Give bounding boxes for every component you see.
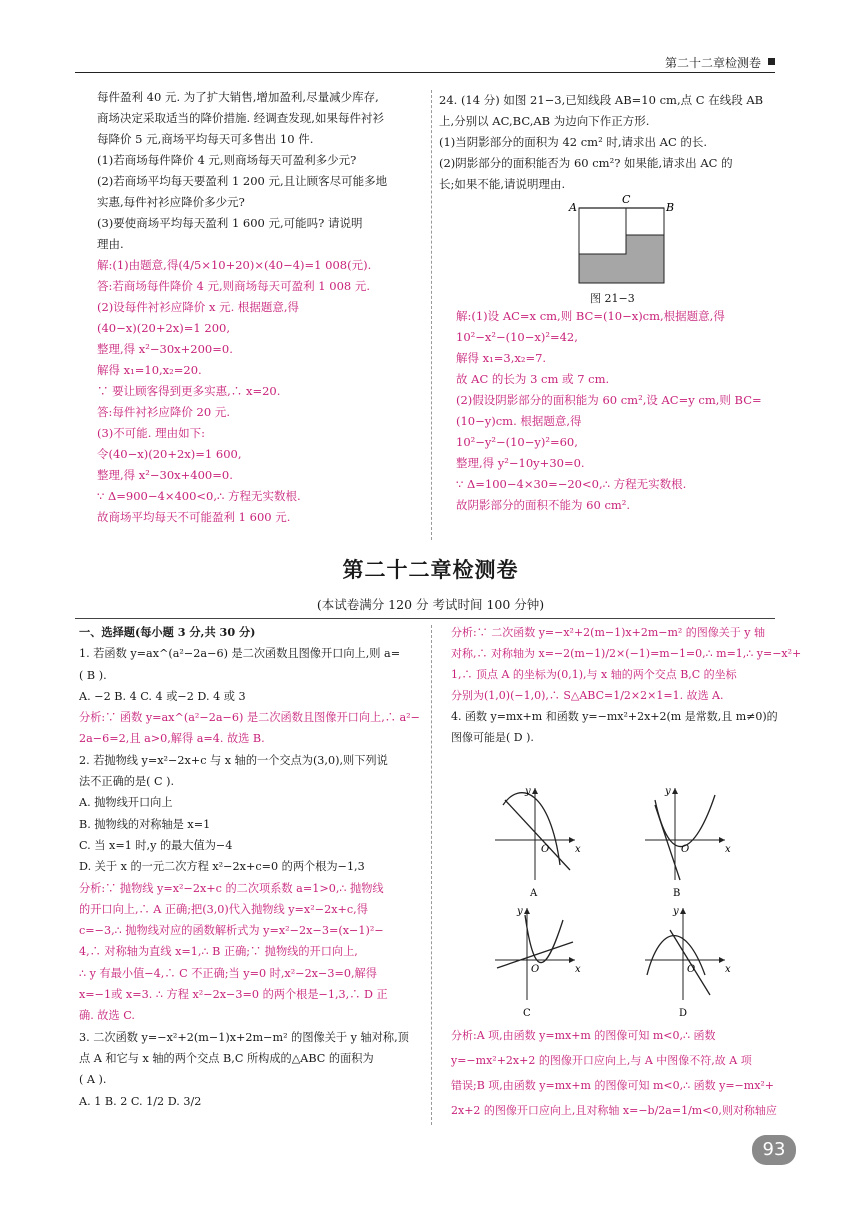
text-line: 法不正确的是( C ). [79, 775, 175, 789]
solution-line: (10−y)cm. 根据题意,得 [456, 414, 582, 428]
text-line: A. −2 B. 4 C. 4 或−2 D. 4 或 3 [79, 689, 246, 703]
svg-text:O: O [531, 964, 540, 975]
text-line: (2)若商场平均每天要盈利 1 200 元,且让顾客尽可能多地 [97, 174, 388, 188]
text-line: (40−x)(20+2x)=1 200, [97, 321, 230, 335]
right-top-solution [456, 306, 762, 516]
solution-line: 解:(1)设 AC=x cm,则 BC=(10−x)cm,根据题意,得 [456, 309, 725, 323]
text-line: 分析:∵ 函数 y=ax^(a²−2a−6) 是二次函数且图像开口向上,∴ a²− [79, 711, 421, 725]
solution-line: ∵ Δ=100−4×30=−20<0,∴ 方程无实数根. [456, 477, 687, 491]
text-line: ∵ 要让顾客得到更多实惠,∴ x=20. [97, 384, 281, 398]
text-line: 故商场平均每天不可能盈利 1 600 元. [97, 510, 291, 524]
svg-text:O: O [541, 844, 550, 855]
text-line: 4,∴ 对称轴为直线 x=1,∴ B 正确;∵ 抛物线的开口向上, [79, 945, 358, 959]
text-line: B. 抛物线的对称轴是 x=1 [79, 817, 211, 831]
header-title: 第二十二章检测卷 [664, 56, 761, 70]
svg-text:x: x [725, 844, 731, 855]
text-line: 确. 故选 C. [79, 1009, 135, 1023]
graph-D [645, 906, 731, 1019]
text-line: 长;如果不能,请说明理由. [439, 177, 566, 191]
page-header [75, 50, 775, 73]
svg-text:O: O [681, 844, 690, 855]
text-line: (1)当阴影部分的面积为 42 cm² 时,请求出 AC 的长. [439, 135, 708, 149]
text-line: 解得 x₁=10,x₂=20. [97, 363, 202, 377]
text-line: 2a−6=2,且 a>0,解得 a=4. 故选 B. [79, 732, 265, 746]
svg-text:O: O [687, 964, 696, 975]
right-bottom-column [451, 622, 801, 748]
graph-C [495, 906, 581, 1019]
solution-line: 故 AC 的长为 3 cm 或 7 cm. [456, 372, 610, 386]
column-divider-top [431, 90, 432, 540]
svg-text:A: A [530, 888, 538, 899]
label-A: A [569, 201, 577, 214]
text-line: 每件盈利 40 元. 为了扩大销售,增加盈利,尽量减少库存, [97, 90, 379, 104]
label-C: C [622, 193, 631, 206]
text-line: (3)不可能. 理由如下: [97, 426, 205, 440]
graph-A [495, 786, 581, 899]
svg-text:B: B [673, 888, 681, 899]
solution-line: 10²−x²−(10−x)²=42, [456, 330, 578, 344]
solution-line: 整理,得 y²−10y+30=0. [456, 456, 585, 470]
graphs-panel [485, 780, 785, 1020]
text-line: 商场决定采取适当的降价措施. 经调查发现,如果每件衬衫 [97, 111, 384, 125]
text-line: ( B ). [79, 668, 107, 682]
text-line: 答:若商场每件降价 4 元,则商场每天可盈利 1 008 元. [97, 279, 371, 293]
text-line: D. 关于 x 的一元二次方程 x²−2x+c=0 的两个根为−1,3 [79, 860, 365, 874]
right-bottom-analysis [451, 1023, 777, 1123]
graphs-svg [485, 780, 785, 1020]
svg-text:y: y [673, 906, 679, 917]
svg-text:x: x [575, 964, 581, 975]
analysis-line: 错误;B 项,由函数 y=mx+m 的图像可知 m<0,∴ 函数 y=−mx²+ [451, 1079, 775, 1092]
text-line: 24. (14 分) 如图 21−3,已知线段 AB=10 cm,点 C 在线段 AB [439, 93, 764, 107]
section-title: 第二十二章检测卷 [342, 558, 519, 582]
text-line: 1,∴ 顶点 A 的坐标为(0,1),与 x 轴的两个交点 B,C 的坐标 [451, 668, 737, 681]
text-line: A. 1 B. 2 C. 1/2 D. 3/2 [79, 1094, 202, 1108]
text-line: x=−1或 x=3. ∴ 方程 x²−2x−3=0 的两个根是−1,3,∴ D 正 [79, 988, 388, 1002]
section-subtitle: (本试卷满分 120 分 考试时间 100 分钟) [316, 597, 545, 612]
header-square-icon [768, 58, 775, 65]
text-line: 理由. [97, 237, 124, 251]
svg-text:D: D [679, 1008, 688, 1019]
text-line: 的开口向上,∴ A 正确;把(3,0)代入抛物线 y=x²−2x+c,得 [79, 902, 368, 916]
text-line: ∵ Δ=900−4×400<0,∴ 方程无实数根. [97, 489, 301, 503]
text-line: 对称,∴ 对称轴为 x=−2(m−1)/2×(−1)=m−1=0,∴ m=1,∴ y=−x²+ [451, 647, 802, 660]
text-line: 一、选择题(每小题 3 分,共 30 分) [79, 625, 256, 639]
text-line: 答:每件衬衫应降价 20 元. [97, 405, 230, 419]
text-line: (1)若商场每件降价 4 元,则商场每天可盈利多少元? [97, 153, 357, 167]
text-line: 分别为(1,0)(−1,0),∴ S△ABC=1/2×2×1=1. 故选 A. [451, 689, 724, 702]
text-line: 每降价 5 元,商场平均每天可多售出 10 件. [97, 132, 314, 146]
text-line: 实惠,每件衬衫应降价多少元? [97, 195, 245, 209]
text-line: 1. 若函数 y=ax^(a²−2a−6) 是二次函数且图像开口向上,则 a= [79, 647, 401, 661]
right-top-question [439, 90, 763, 195]
text-line: A. 抛物线开口向上 [79, 796, 173, 810]
svg-text:y: y [665, 786, 671, 797]
text-line: C. 当 x=1 时,y 的最大值为−4 [79, 838, 233, 852]
solution-line: 故阴影部分的面积不能为 60 cm². [456, 498, 631, 512]
page-number: 93 [752, 1135, 796, 1165]
analysis-line: y=−mx²+2x+2 的图像开口应向上,与 A 中图像不符,故 A 项 [451, 1054, 752, 1067]
analysis-line: 2x+2 的图像开口应向上,且对称轴 x=−b/2a=1/m<0,则对称轴应 [451, 1104, 777, 1117]
analysis-line: 分析:A 项,由函数 y=mx+m 的图像可知 m<0,∴ 函数 [451, 1029, 716, 1042]
text-line: 3. 二次函数 y=−x²+2(m−1)x+2m−m² 的图像关于 y 轴对称,顶 [79, 1030, 409, 1044]
text-line: 分析:∵ 抛物线 y=x²−2x+c 的二次项系数 a=1>0,∴ 抛物线 [79, 881, 384, 895]
section-rule [75, 618, 775, 619]
svg-text:x: x [725, 964, 731, 975]
text-line: ∴ y 有最小值−4,∴ C 不正确;当 y=0 时,x²−2x−3=0,解得 [79, 966, 377, 980]
svg-text:x: x [575, 844, 581, 855]
text-line: c=−3,∴ 抛物线对应的函数解析式为 y=x²−2x−3=(x−1)²− [79, 924, 384, 938]
text-line: (3)要使商场平均每天盈利 1 600 元,可能吗? 请说明 [97, 216, 363, 230]
text-line: 分析:∵ 二次函数 y=−x²+2(m−1)x+2m−m² 的图像关于 y 轴 [451, 626, 766, 639]
text-line: 2. 若抛物线 y=x²−2x+c 与 x 轴的一个交点为(3,0),则下列说 [79, 753, 388, 767]
text-line: 点 A 和它与 x 轴的两个交点 B,C 所构成的△ABC 的面积为 [79, 1051, 374, 1065]
text-line: 上,分别以 AC,BC,AB 为边向下作正方形. [439, 114, 650, 128]
left-bottom-column [79, 622, 420, 1112]
svg-text:y: y [525, 786, 531, 797]
text-line: 令(40−x)(20+2x)=1 600, [97, 447, 242, 461]
text-line: 整理,得 x²−30x+200=0. [97, 342, 233, 356]
figure-caption: 图 21−3 [590, 292, 635, 305]
text-line: 解:(1)由题意,得(4/5×10+20)×(40−4)=1 008(元). [97, 258, 372, 272]
svg-text:C: C [523, 1008, 531, 1019]
left-top-column [97, 87, 387, 528]
text-line: 图像可能是( D ). [451, 731, 534, 744]
text-line: 整理,得 x²−30x+400=0. [97, 468, 233, 482]
svg-text:y: y [517, 906, 523, 917]
text-line: (2)设每件衬衫应降价 x 元. 根据题意,得 [97, 300, 300, 314]
column-divider-bottom [431, 625, 432, 1125]
text-line: 4. 函数 y=mx+m 和函数 y=−mx²+2x+2(m 是常数,且 m≠0)的 [451, 710, 778, 723]
solution-line: 10²−y²−(10−y)²=60, [456, 435, 578, 449]
text-line: ( A ). [79, 1073, 107, 1087]
solution-line: (2)假设阴影部分的面积能为 60 cm²,设 AC=y cm,则 BC= [456, 393, 762, 407]
graph-B [645, 786, 731, 899]
text-line: (2)阴影部分的面积能否为 60 cm²? 如果能,请求出 AC 的 [439, 156, 733, 170]
label-B: B [666, 201, 675, 214]
solution-line: 解得 x₁=3,x₂=7. [456, 351, 547, 365]
